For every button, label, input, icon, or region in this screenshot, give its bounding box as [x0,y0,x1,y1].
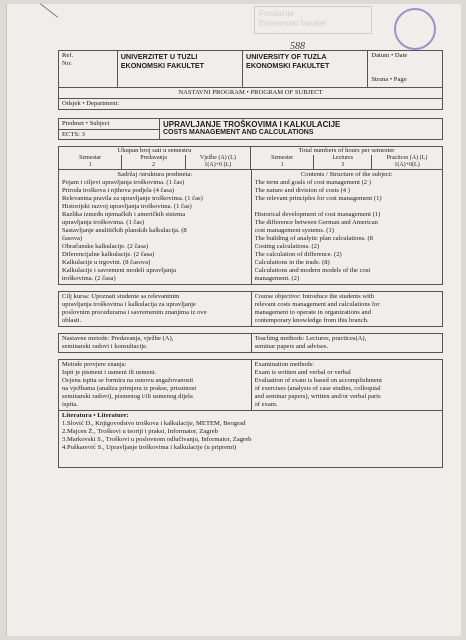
contents-en [251,170,443,284]
ref-cell [59,51,117,87]
exam-en-line: of exercises (analysis of case studies, colloquial [254,385,381,392]
content-item: Calculations in the trade. (8) [254,259,330,266]
content-item: The term and goals of cost management (2 ) [254,179,371,186]
hours-bs [59,147,250,170]
date-label: Datum • Date [371,52,408,59]
hours-bs-h2: Vježbe (A) (L) [185,155,250,162]
hours-en-v0: 1 [280,162,284,168]
objective-en-line: Course objective: Introduce the students with [254,293,375,300]
exam-bs-line: na vježbama (analiza primjera iz prakse, prisutnost [62,385,197,392]
exam-bs-line: ispita. [62,401,78,408]
stamp-line-1: Fondacija [259,9,294,18]
university-bs-line1: UNIVERZITET U TUZLI [120,52,198,61]
exam-block [58,359,443,411]
page-label: Strana • Page [371,76,407,83]
hours-bs-h1: Predavanja [121,155,184,162]
objective-en-line: management to operate in organizations and [254,309,372,316]
exam-bs-line: seminarski radovi), pismenog i/ili usmenog dijela [62,393,193,400]
content-item: Costing calculations. (2) [254,243,320,250]
content-item: The difference between German and American [254,219,378,226]
exam-en [251,360,443,410]
hours-bs-v2: 1(A)+0 (L) [185,162,250,169]
content-item: The building of analytic plan calculations. (8 [254,235,373,242]
exam-en-line: and seminar papers), written and/or verbal parts [254,393,381,400]
faded-stamp [254,6,372,34]
hours-en-h1: Lectures [313,155,371,162]
content-item: The relevant principles for cost management (1) [254,195,382,202]
header-block [58,50,443,110]
subject-title-bs: UPRAVLJANJE TROŠKOVIMA I KALKULACIJE [163,120,341,129]
subject-left [59,119,159,139]
literature-item: 2.Majcen Ž., Troškovi u teoriji i praksi, Informator, Zagreb [62,428,218,435]
content-item: cost management systems. (1) [254,227,334,234]
ects-label: ECTS: 3 [62,131,85,138]
objective-block [58,291,443,327]
content-item: troškovima. (2 časa) [62,275,116,282]
subject-title-en: COSTS MANAGEMENT AND CALCULATIONS [163,129,314,136]
exam-bs [59,360,251,410]
content-item: Diferencijalne kalkulacije. (2 časa) [62,251,155,258]
content-item: The calculation of difference. (2) [254,251,342,258]
contents-bs [59,170,251,284]
exam-en-line: Exam is written and verbal or verbal [254,369,351,376]
exam-bs-line: Metode provjere znanja: [62,361,127,368]
exam-en-line: of exam. [254,401,278,408]
content-item: časova) [62,235,83,242]
contents-title-bs: Sadržaj /struktura predmeta: [117,171,193,178]
university-en-line1: UNIVERSITY OF TUZLA [246,52,327,61]
hours-title-en: Total numbers of hours per semester [298,147,395,154]
contents-row [59,170,442,284]
content-item: The nature and division of costs (4 ) [254,187,350,194]
exam-en-line: Evaluation of exam is based on accomplishment [254,377,382,384]
objective-en [251,292,443,326]
exam-bs-line: Ispit je pismeni i usmeni ili usmeni. [62,369,157,376]
content-item: management. (2) [254,275,300,282]
hours-en-h2: Practices (A) (L) [371,155,442,162]
teaching-block [58,333,443,353]
no-label: No: [62,60,72,67]
objective-en-line: contemporary knowledge from this branch. [254,317,369,324]
hours-bs-v1: 2 [121,162,184,169]
university-bs [117,51,242,87]
objective-bs-line: oblasti. [62,317,82,324]
content-item: upravljanja troškovima. (1 čas) [62,219,145,226]
exam-en-line: Examination methods: [254,361,315,368]
objective-en-line: relevant costs management and calculations for [254,301,380,308]
literature-item: 1.Slović D., Knjigovodstvo troškova i kalkulacije, METEM, Beograd [62,420,246,427]
content-item: Priroda troškova i njihova podjela (4 časa) [62,187,175,194]
content-item: Sastavljanje analitičkih planskih kalkulacija. (8 [62,227,187,234]
university-bs-line2: EKONOMSKI FAKULTET [120,61,205,70]
hours-en-h0: Semester [271,155,294,161]
teaching-bs-line: seminarski radovi i konsultacije. [62,343,148,350]
objective-bs-line: Cilj kursa: Upoznati studente sa relevantnim [62,293,180,300]
teaching-en-line: seminar papers and advises. [254,343,329,350]
content-item: Historijski razvoj upravljanja troškovima. (1 čas) [62,203,192,210]
stamp-line-3: Ekonomski fakultet [259,19,327,28]
hours-contents-block [58,146,443,285]
content-item: Historical development of cost management (1) [254,211,381,218]
teaching-bs-line: Nastavne metode: Predavanja, vježbe (A), [62,335,174,342]
content-item: Relevantna pravila za upravljanje troškovima. (1 čas) [62,195,203,202]
hours-en [250,147,442,170]
literature-block [58,411,443,468]
teaching-en-line: Teaching methods: Lectures, practices(A), [254,335,367,342]
department-label: Odsjek • Department: [62,100,120,107]
exam-bs-line: Ocjena ispita se formira na osnovu angažovanosti [62,377,194,384]
hours-row [59,147,442,170]
content-item: Pojam i ciljevi upravljanja troškovima. (1 čas) [62,179,185,186]
literature-item: 3.Markovski S., Troškovi u poslovnom odlučivanju, Informator, Zagreb [62,436,252,443]
contents-title-en: Contents / Structure of the subject: [300,171,393,178]
teaching-en [251,334,443,352]
hours-bs-v0: 1 [88,162,92,168]
subject-label: Predmet • Subject [59,119,159,130]
university-en-line2: EKONOMSKI FAKULTET [246,61,330,70]
hours-en-v2: 1(A)+0(L) [371,162,442,169]
content-item [255,203,440,211]
hours-bs-h0: Semestar [79,155,102,161]
content-item: Obračunske kalkulacije. (2 časa) [62,243,149,250]
syllabus-form [58,50,443,468]
date-page-cell [367,51,442,87]
subject-title [159,119,442,139]
university-en [242,51,367,87]
content-item: Razlika između njemačkih i američkih sistema [62,211,186,218]
objective-bs-line: upravljanja troškovima i kalkulacija za upravljanje [62,301,196,308]
literature-title: Literatura • Literature: [62,412,129,419]
hours-title-bs: Ukupan broj sati u semestru [117,147,192,154]
content-item: Kalkulacije i savremeni modeli upravljanja [62,267,176,274]
ref-label: Ref. [62,52,74,59]
university-seal [394,8,436,50]
literature-item: 4.Puškarević S., Upravljanje troškovima i kalkulacije (u pripremi) [62,444,237,451]
objective-bs [59,292,251,326]
hours-en-v1: 3 [313,162,371,169]
program-row [59,88,442,99]
department-row [59,99,442,110]
content-item: Calculations and modern models of the cost [254,267,371,274]
program-title: NASTAVNI PROGRAM • PROGRAM OF SUBJECT [178,89,323,96]
content-item: Kalkulacije u trgovini. (8 časova) [62,259,151,266]
teaching-bs [59,334,251,352]
handwritten-number: 588 [290,41,305,52]
objective-bs-line: poslovnim procedurama i savremenim znanjima iz ove [62,309,207,316]
subject-block [58,118,443,140]
